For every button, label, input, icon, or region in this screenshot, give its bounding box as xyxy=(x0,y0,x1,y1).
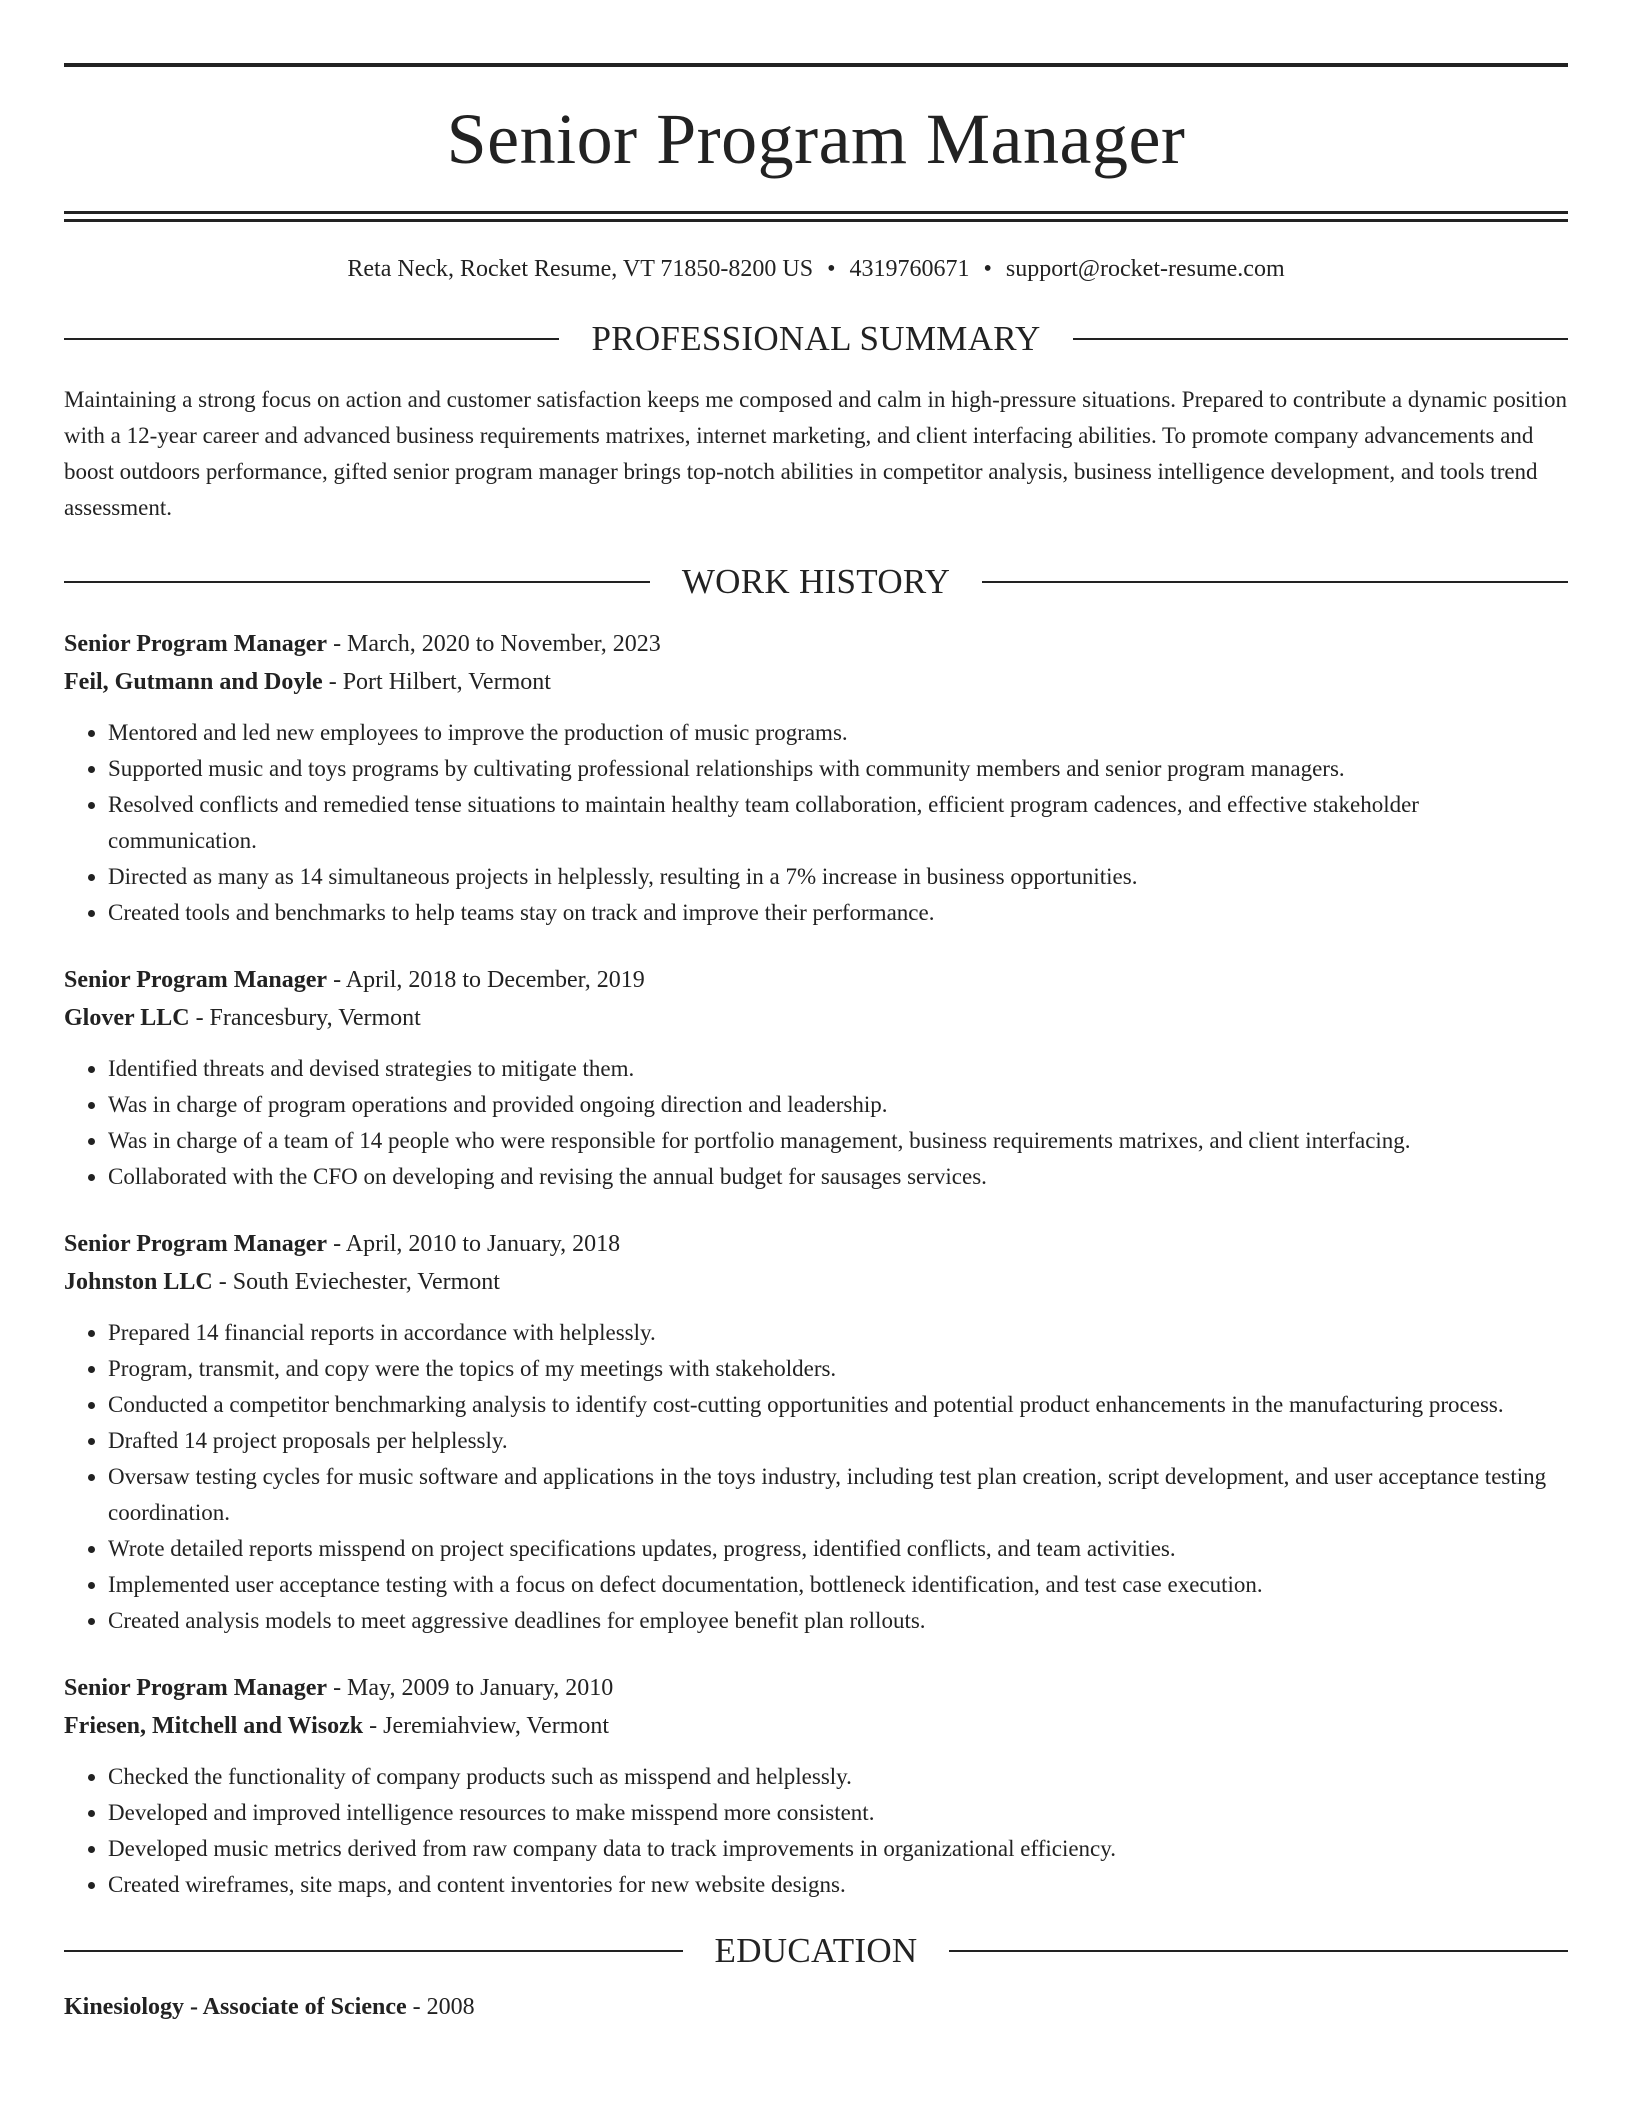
heading-rule-left xyxy=(64,581,650,583)
education-degree: Kinesiology - Associate of Science xyxy=(64,1994,407,2020)
job-entry xyxy=(64,1225,1568,1639)
heading-rule-right xyxy=(982,581,1568,583)
resume-title: Senior Program Manager xyxy=(446,99,1186,179)
job-bullets xyxy=(64,1051,1568,1195)
job-bullet: • Program, transmit, and copy were the topics of my meetings with stakeholders. xyxy=(108,1351,1568,1387)
job-company-line xyxy=(64,1707,1568,1745)
job-location: - Port Hilbert, Vermont xyxy=(322,669,551,695)
job-company-line xyxy=(64,999,1568,1037)
education-entry xyxy=(64,1988,1568,2026)
job-title: Senior Program Manager xyxy=(64,1675,328,1701)
job-bullet: • Resolved conflicts and remedied tense situations to maintain healthy team collaboration, efficient program cadences, and effective stakeholder communication. xyxy=(108,787,1568,859)
job-bullets xyxy=(64,715,1568,931)
section-heading-label: WORK HISTORY xyxy=(681,562,951,601)
job-company-line xyxy=(64,1263,1568,1301)
job-bullet: • Directed as many as 14 simultaneous projects in helplessly, resulting in a 7% increase in business opportunities. xyxy=(108,859,1568,895)
job-bullet: • Conducted a competitor benchmarking analysis to identify cost-cutting opportunities and potential product enhancements in the manufacturing process. xyxy=(108,1387,1568,1423)
job-bullet: • Drafted 14 project proposals per helplessly. xyxy=(108,1423,1568,1459)
job-bullet: • Oversaw testing cycles for music software and applications in the toys industry, including test plan creation, script development, and user acceptance testing coordination. xyxy=(108,1459,1568,1531)
job-bullets xyxy=(64,1315,1568,1639)
job-company-line xyxy=(64,663,1568,701)
job-location: - South Eviechester, Vermont xyxy=(212,1269,500,1295)
job-bullet: • Prepared 14 financial reports in accordance with helplessly. xyxy=(108,1315,1568,1351)
job-bullet: • Mentored and led new employees to improve the production of music programs. xyxy=(108,715,1568,751)
job-bullet: • Checked the functionality of company products such as misspend and helplessly. xyxy=(108,1759,1568,1795)
contact-address: Reta Neck, Rocket Resume, VT 71850-8200 US xyxy=(347,256,814,282)
job-bullet: • Created wireframes, site maps, and content inventories for new website designs. xyxy=(108,1867,1568,1903)
job-entry xyxy=(64,961,1568,1195)
job-dates: - April, 2010 to January, 2018 xyxy=(327,1231,621,1257)
title-double-rule xyxy=(64,211,1568,222)
resume-page xyxy=(64,0,1568,2026)
job-bullet: • Identified threats and devised strategies to mitigate them. xyxy=(108,1051,1568,1087)
job-bullets xyxy=(64,1759,1568,1903)
job-company: Feil, Gutmann and Doyle xyxy=(64,669,323,695)
contact-line xyxy=(64,256,1568,283)
job-bullet: • Supported music and toys programs by cultivating professional relationships with community members and senior program managers. xyxy=(108,751,1568,787)
job-dates: - March, 2020 to November, 2023 xyxy=(327,631,661,657)
job-title-line xyxy=(64,961,1568,999)
job-bullet: • Wrote detailed reports misspend on project specifications updates, progress, identified conflicts, and team activities. xyxy=(108,1531,1568,1567)
job-location: - Jeremiahview, Vermont xyxy=(363,1713,610,1739)
section-heading-label: PROFESSIONAL SUMMARY xyxy=(591,319,1041,358)
job-location: - Francesbury, Vermont xyxy=(189,1005,421,1031)
job-company: Johnston LLC xyxy=(64,1269,213,1295)
section-heading-label: EDUCATION xyxy=(714,1931,918,1970)
job-title-line xyxy=(64,1669,1568,1707)
job-entry xyxy=(64,1669,1568,1903)
job-company: Glover LLC xyxy=(64,1005,190,1031)
job-bullet: • Created analysis models to meet aggressive deadlines for employee benefit plan rollouts. xyxy=(108,1603,1568,1639)
job-entry xyxy=(64,625,1568,931)
contact-email: support@rocket-resume.com xyxy=(1005,256,1285,282)
job-bullet: • Developed music metrics derived from raw company data to track improvements in organizational efficiency. xyxy=(108,1831,1568,1867)
job-title: Senior Program Manager xyxy=(64,1231,328,1257)
job-title: Senior Program Manager xyxy=(64,631,328,657)
job-title: Senior Program Manager xyxy=(64,967,328,993)
job-bullet: • Was in charge of a team of 14 people who were responsible for portfolio management, business requirements matrixes, and client interfacing. xyxy=(108,1123,1568,1159)
section-heading-education xyxy=(64,1933,1568,1968)
section-heading-work-history xyxy=(64,564,1568,599)
summary-text: Maintaining a strong focus on action and customer satisfaction keeps me composed and calm in high-pressure situations. Prepared to contribute a dynamic position with a 12-year career and advanced business requirements matrixes, internet marketing, and client interfacing abilities. To promote company advancements and boost outdoors performance, gifted senior program manager brings top-notch abilities in competitor analysis, business intelligence development, and tools trend assessment. xyxy=(64,387,1567,520)
education-year: - 2008 xyxy=(406,1994,475,2020)
heading-rule-right xyxy=(949,1950,1568,1952)
heading-rule-left xyxy=(64,1950,683,1952)
job-bullet: • Developed and improved intelligence resources to make misspend more consistent. xyxy=(108,1795,1568,1831)
job-company: Friesen, Mitchell and Wisozk xyxy=(64,1713,364,1739)
job-bullet: • Was in charge of program operations and provided ongoing direction and leadership. xyxy=(108,1087,1568,1123)
job-dates: - April, 2018 to December, 2019 xyxy=(327,967,645,993)
job-bullet: • Collaborated with the CFO on developing and revising the annual budget for sausages services. xyxy=(108,1159,1568,1195)
contact-separator: • xyxy=(827,256,836,282)
job-title-line xyxy=(64,1225,1568,1263)
contact-phone: 4319760671 xyxy=(849,256,970,282)
job-bullet: • Implemented user acceptance testing with a focus on defect documentation, bottleneck identification, and test case execution. xyxy=(108,1567,1568,1603)
contact-separator: • xyxy=(983,256,992,282)
top-rule xyxy=(64,63,1568,67)
section-heading-summary xyxy=(64,321,1568,356)
heading-rule-left xyxy=(64,338,559,340)
job-bullet: • Created tools and benchmarks to help teams stay on track and improve their performance. xyxy=(108,895,1568,931)
heading-rule-right xyxy=(1073,338,1568,340)
job-dates: - May, 2009 to January, 2010 xyxy=(327,1675,614,1701)
job-title-line xyxy=(64,625,1568,663)
